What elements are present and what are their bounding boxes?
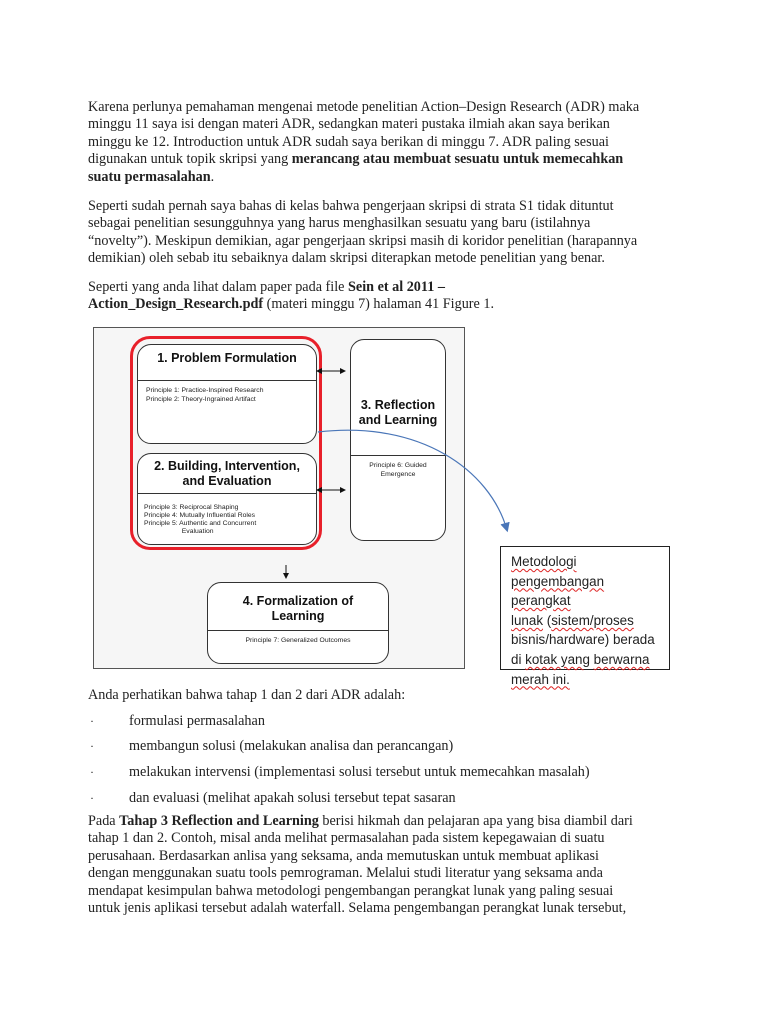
text-span: . xyxy=(210,168,215,185)
principle-label: Emergence xyxy=(380,471,416,478)
text-line xyxy=(88,813,688,830)
callout-line xyxy=(511,552,659,572)
text-line: Seperti sudah pernah saya bahas di kelas bahwa pengerjaan skripsi di strata S1 tidak dituntut xyxy=(88,198,614,214)
principle-label: Principle 6: Guided xyxy=(369,462,427,469)
adr-figure xyxy=(93,327,465,673)
text-span: Seperti yang anda lihat dalam paper pada file xyxy=(88,279,348,295)
figure-arrows xyxy=(93,327,465,673)
text-line: tahap 1 dan 2. Contoh, misal anda melihat permasalahan pada sistem kepegawaian di suatu xyxy=(88,830,605,847)
principle-label: Evaluation xyxy=(144,528,214,535)
bullet-icon: · xyxy=(90,714,94,728)
text-span: sistem/proses xyxy=(551,612,634,628)
bullet-icon: · xyxy=(90,739,94,753)
text-span: (materi minggu 7) halaman 41 Figure 1. xyxy=(263,296,494,313)
text-line: demikian) oleh sebab itu sebaiknya dalam skripsi diterapkan metode penelitian yang benar. xyxy=(88,250,605,267)
text-span: di xyxy=(511,651,526,667)
callout-line xyxy=(511,572,659,611)
list-item-text: melakukan intervensi (implementasi solusi tersebut untuk memecahkan masalah) xyxy=(129,764,590,780)
list-item-text: membangun solusi (melakukan analisa dan perancangan) xyxy=(129,738,454,754)
callout-line: bisnis/hardware) berada xyxy=(511,632,655,648)
text-span: Pada xyxy=(88,813,120,829)
text-line: mendapat kesimpulan bahwa metodologi pengembangan perangkat lunak yang paling sesuai xyxy=(88,882,614,899)
text-span: Metodologi xyxy=(511,554,577,569)
text-span: pengembangan perangkat xyxy=(511,573,605,609)
text-span: berisi hikmah dan pelajaran apa yang bisa diambil dari xyxy=(318,813,633,829)
principle-label: Principle 5: Authentic and Concurrent xyxy=(144,520,257,527)
text-line: minggu 11 saya isi dengan materi ADR, sedangkan materi pustaka ilmiah akan saya berikan xyxy=(88,116,610,133)
text-line xyxy=(88,296,688,313)
callout-note xyxy=(500,546,670,687)
principle-label: Principle 7: Generalized Outcomes xyxy=(245,637,351,644)
bold-text: Action_Design_Research.pdf xyxy=(88,296,264,313)
text-line xyxy=(88,151,688,168)
principle-label: Principle 4: Mutually Influential Roles xyxy=(144,512,256,519)
box-title: Learning xyxy=(271,609,325,623)
text-span: merah ini. xyxy=(511,671,570,687)
principle-label: Principle 1: Practice-Inspired Research xyxy=(146,387,264,394)
paragraph-intro xyxy=(88,99,688,186)
principle-label: Principle 3: Reciprocal Shaping xyxy=(144,504,239,511)
text-span: berwarna xyxy=(593,651,650,667)
callout-line xyxy=(511,650,659,670)
text-line: minggu ke 12. Introduction untuk ADR sudah saya berikan di minggu 7. ADR paling sesuai xyxy=(88,133,609,150)
box-title: 2. Building, Intervention, xyxy=(154,459,300,473)
text-line: “novelty”). Meskipun demikian, agar pengerjaan skripsi masih di koridor penelitian (harapannya xyxy=(88,232,638,249)
paragraph-reference xyxy=(88,279,688,314)
text-span: ( xyxy=(543,612,552,628)
box-title: and Learning xyxy=(358,413,438,427)
bold-text: Tahap 3 Reflection and Learning xyxy=(119,813,319,829)
text-span: lunak xyxy=(511,612,544,628)
bold-text: Sein et al 2011 – xyxy=(348,279,445,295)
principle-label: Principle 2: Theory-Ingrained Artifact xyxy=(146,396,256,403)
text-line: dengan menggunakan suatu tools pemrograman. Melalui studi literatur yang seksama anda xyxy=(88,865,603,882)
text-span: kotak yang xyxy=(525,651,590,667)
box-title: 4. Formalization of xyxy=(242,594,354,608)
callout-line xyxy=(511,611,659,631)
bold-text: merancang atau membuat sesuatu untuk memecahkan xyxy=(291,151,624,168)
box-title: 1. Problem Formulation xyxy=(157,351,297,365)
text-line xyxy=(88,279,688,296)
bullet-icon: · xyxy=(90,765,94,779)
text-line: untuk jenis aplikasi tersebut adalah waterfall. Selama pengembangan perangkat lunak tersebut, xyxy=(88,900,627,917)
bold-text: suatu permasalahan xyxy=(88,168,211,185)
text-line: sebagai penelitian sesungguhnya yang harus menghasilkan sesuatu yang baru (istilahnya xyxy=(88,215,591,232)
list-item-text: dan evaluasi (melihat apakah solusi tersebut tepat sasaran xyxy=(129,790,456,806)
list-item-text: formulasi permasalahan xyxy=(129,713,265,729)
paragraph-steps-intro: Anda perhatikan bahwa tahap 1 dan 2 dari ADR adalah: xyxy=(88,687,406,703)
text-span: digunakan untuk topik skripsi yang xyxy=(88,151,292,168)
text-line: perusahaan. Berdasarkan anlisa yang seksama, anda memutuskan untuk membuat aplikasi xyxy=(88,847,599,864)
box-title: and Evaluation xyxy=(182,474,272,488)
paragraph-skripsi xyxy=(88,198,688,268)
text-line xyxy=(88,169,688,186)
box-title: 3. Reflection xyxy=(360,398,436,412)
text-line: Karena perlunya pemahaman mengenai metode penelitian Action–Design Research (ADR) maka xyxy=(88,99,640,115)
bullet-icon: · xyxy=(90,791,94,805)
paragraph-reflection xyxy=(88,813,688,917)
